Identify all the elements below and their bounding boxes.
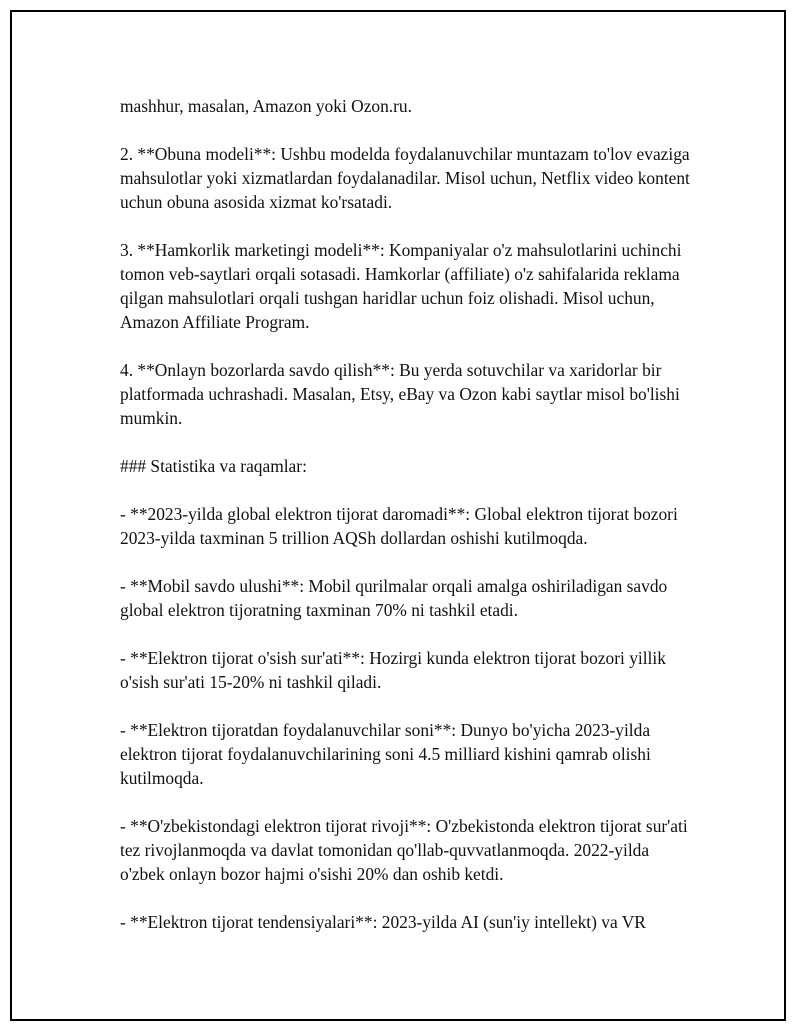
bullet-uzbekistan: - **O'zbekistondagi elektron tijorat rivoji**: O'zbekistonda elektron tijorat sur'ati tez rivojlanmoqda va davlat tomonidan qo'llab-quvvatlanmoqda. 2022-yilda o'zbek onlayn bozor hajmi o'sishi 20% dan oshib ketdi. (120, 816, 693, 884)
paragraph-affiliate-model: 3. **Hamkorlik marketingi modeli**: Kompaniyalar o'z mahsulotlarini uchinchi tomon veb-saytlari orqali sotasadi. Hamkorlar (affiliate) o'z sahifalarida reklama qilgan mahsulotlari orqali tushgan haridlar uchun foiz olishadi. Misol uchun, Amazon Affiliate Program. (120, 240, 686, 332)
bullet-user-count: - **Elektron tijoratdan foydalanuvchilar soni**: Dunyo bo'yicha 2023-yilda elektron tijorat foydalanuvchilarining soni 4.5 milliard kishini qamrab olishi kutilmoqda. (120, 720, 656, 788)
paragraph-marketplaces: 4. **Onlayn bozorlarda savdo qilish**: Bu yerda sotuvchilar va xaridorlar bir platformada uchrashadi. Masalan, Etsy, eBay va Ozon kabi saytlar misol bo'lishi mumkin. (120, 360, 685, 428)
bullet-mobile-share: - **Mobil savdo ulushi**: Mobil qurilmalar orqali amalga oshiriladigan savdo global elektron tijoratning taxminan 70% ni tashkil etadi. (120, 576, 672, 620)
document-page (10, 10, 786, 1021)
document-body (120, 94, 695, 934)
bullet-growth-rate: - **Elektron tijorat o'sish sur'ati**: Hozirgi kunda elektron tijorat bozori yillik o'sish sur'ati 15-20% ni tashkil qiladi. (120, 648, 671, 692)
paragraph-continuation: mashhur, masalan, Amazon yoki Ozon.ru. (120, 96, 412, 116)
bullet-trends: - **Elektron tijorat tendensiyalari**: 2023-yilda AI (sun'iy intellekt) va VR (120, 912, 646, 932)
paragraph-subscription-model: 2. **Obuna modeli**: Ushbu modelda foydalanuvchilar muntazam to'lov evaziga mahsulotlar yoki xizmatlardan foydalanadilar. Misol uchun, Netflix video kontent uchun obuna asosida xizmat ko'rsatadi. (120, 144, 695, 212)
section-heading-statistics: ### Statistika va raqamlar: (120, 456, 307, 476)
bullet-global-revenue: - **2023-yilda global elektron tijorat daromadi**: Global elektron tijorat bozori 2023-yilda taxminan 5 trillion AQSh dollardan oshishi kutilmoqda. (120, 504, 683, 548)
